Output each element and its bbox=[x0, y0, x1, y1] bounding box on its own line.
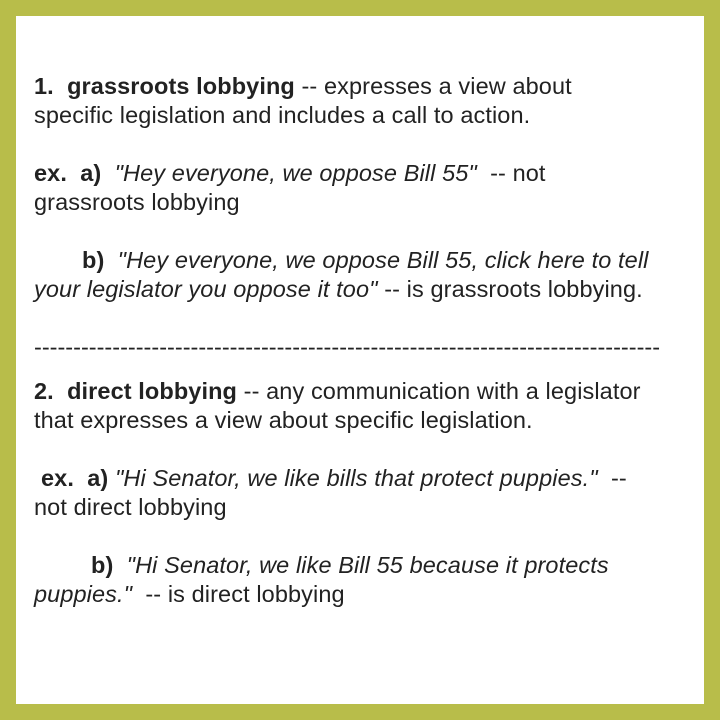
grassroots-example-a-line-1 bbox=[34, 159, 704, 188]
direct-example-a-verdict-2: not direct lobbying bbox=[34, 494, 227, 520]
content-card bbox=[16, 16, 704, 704]
direct-definition-1: -- any communication with a legislator bbox=[237, 378, 641, 404]
direct-example-b-line-2 bbox=[34, 580, 704, 609]
grassroots-example-a-verdict-1: -- not bbox=[476, 160, 546, 186]
grassroots-definition-line-1 bbox=[34, 72, 704, 101]
grassroots-example-b-line-2 bbox=[34, 275, 704, 304]
grassroots-example-prefix: ex. bbox=[34, 160, 67, 186]
direct-example-a-verdict-1: -- bbox=[597, 465, 627, 491]
direct-example-b-line-1 bbox=[34, 551, 704, 580]
grassroots-example-b-quote-1: "Hey everyone, we oppose Bill 55, click here to tell bbox=[117, 247, 649, 273]
grassroots-example-a-quote: "Hey everyone, we oppose Bill 55" bbox=[114, 160, 477, 186]
grassroots-example-a-verdict-2: grassroots lobbying bbox=[34, 189, 240, 215]
grassroots-example-b-label: b) bbox=[82, 247, 105, 273]
direct-example-b-label: b) bbox=[91, 552, 114, 578]
grassroots-term: grassroots lobbying bbox=[67, 73, 295, 99]
grassroots-example-b-verdict: -- is grassroots lobbying. bbox=[377, 276, 643, 302]
grassroots-example-b-line-1 bbox=[34, 246, 704, 275]
section-2-number: 2. bbox=[34, 378, 54, 404]
section-divider: -------------------------------------------------------------------------------- bbox=[34, 334, 661, 360]
direct-example-b-quote-2: puppies." bbox=[34, 581, 133, 607]
direct-definition-line-1 bbox=[34, 377, 704, 406]
direct-example-b-verdict: -- is direct lobbying bbox=[132, 581, 345, 607]
grassroots-example-a-label: a) bbox=[80, 160, 102, 186]
grassroots-definition-1: -- expresses a view about bbox=[294, 73, 572, 99]
direct-example-a-quote: "Hi Senator, we like bills that protect puppies." bbox=[114, 465, 598, 491]
section-grassroots bbox=[34, 72, 704, 304]
direct-definition-line-2: that expresses a view about specific legislation. bbox=[34, 407, 533, 433]
direct-example-a-line-1 bbox=[34, 464, 704, 493]
direct-term: direct lobbying bbox=[67, 378, 238, 404]
section-direct bbox=[34, 377, 704, 609]
grassroots-example-b-quote-2: your legislator you oppose it too" bbox=[34, 276, 378, 302]
direct-example-a-label: a) bbox=[87, 465, 109, 491]
grassroots-definition-line-2: specific legislation and includes a call to action. bbox=[34, 102, 531, 128]
section-1-number: 1. bbox=[34, 73, 54, 99]
direct-example-b-quote-1: "Hi Senator, we like Bill 55 because it protects bbox=[126, 552, 609, 578]
direct-example-prefix: ex. bbox=[41, 465, 74, 491]
